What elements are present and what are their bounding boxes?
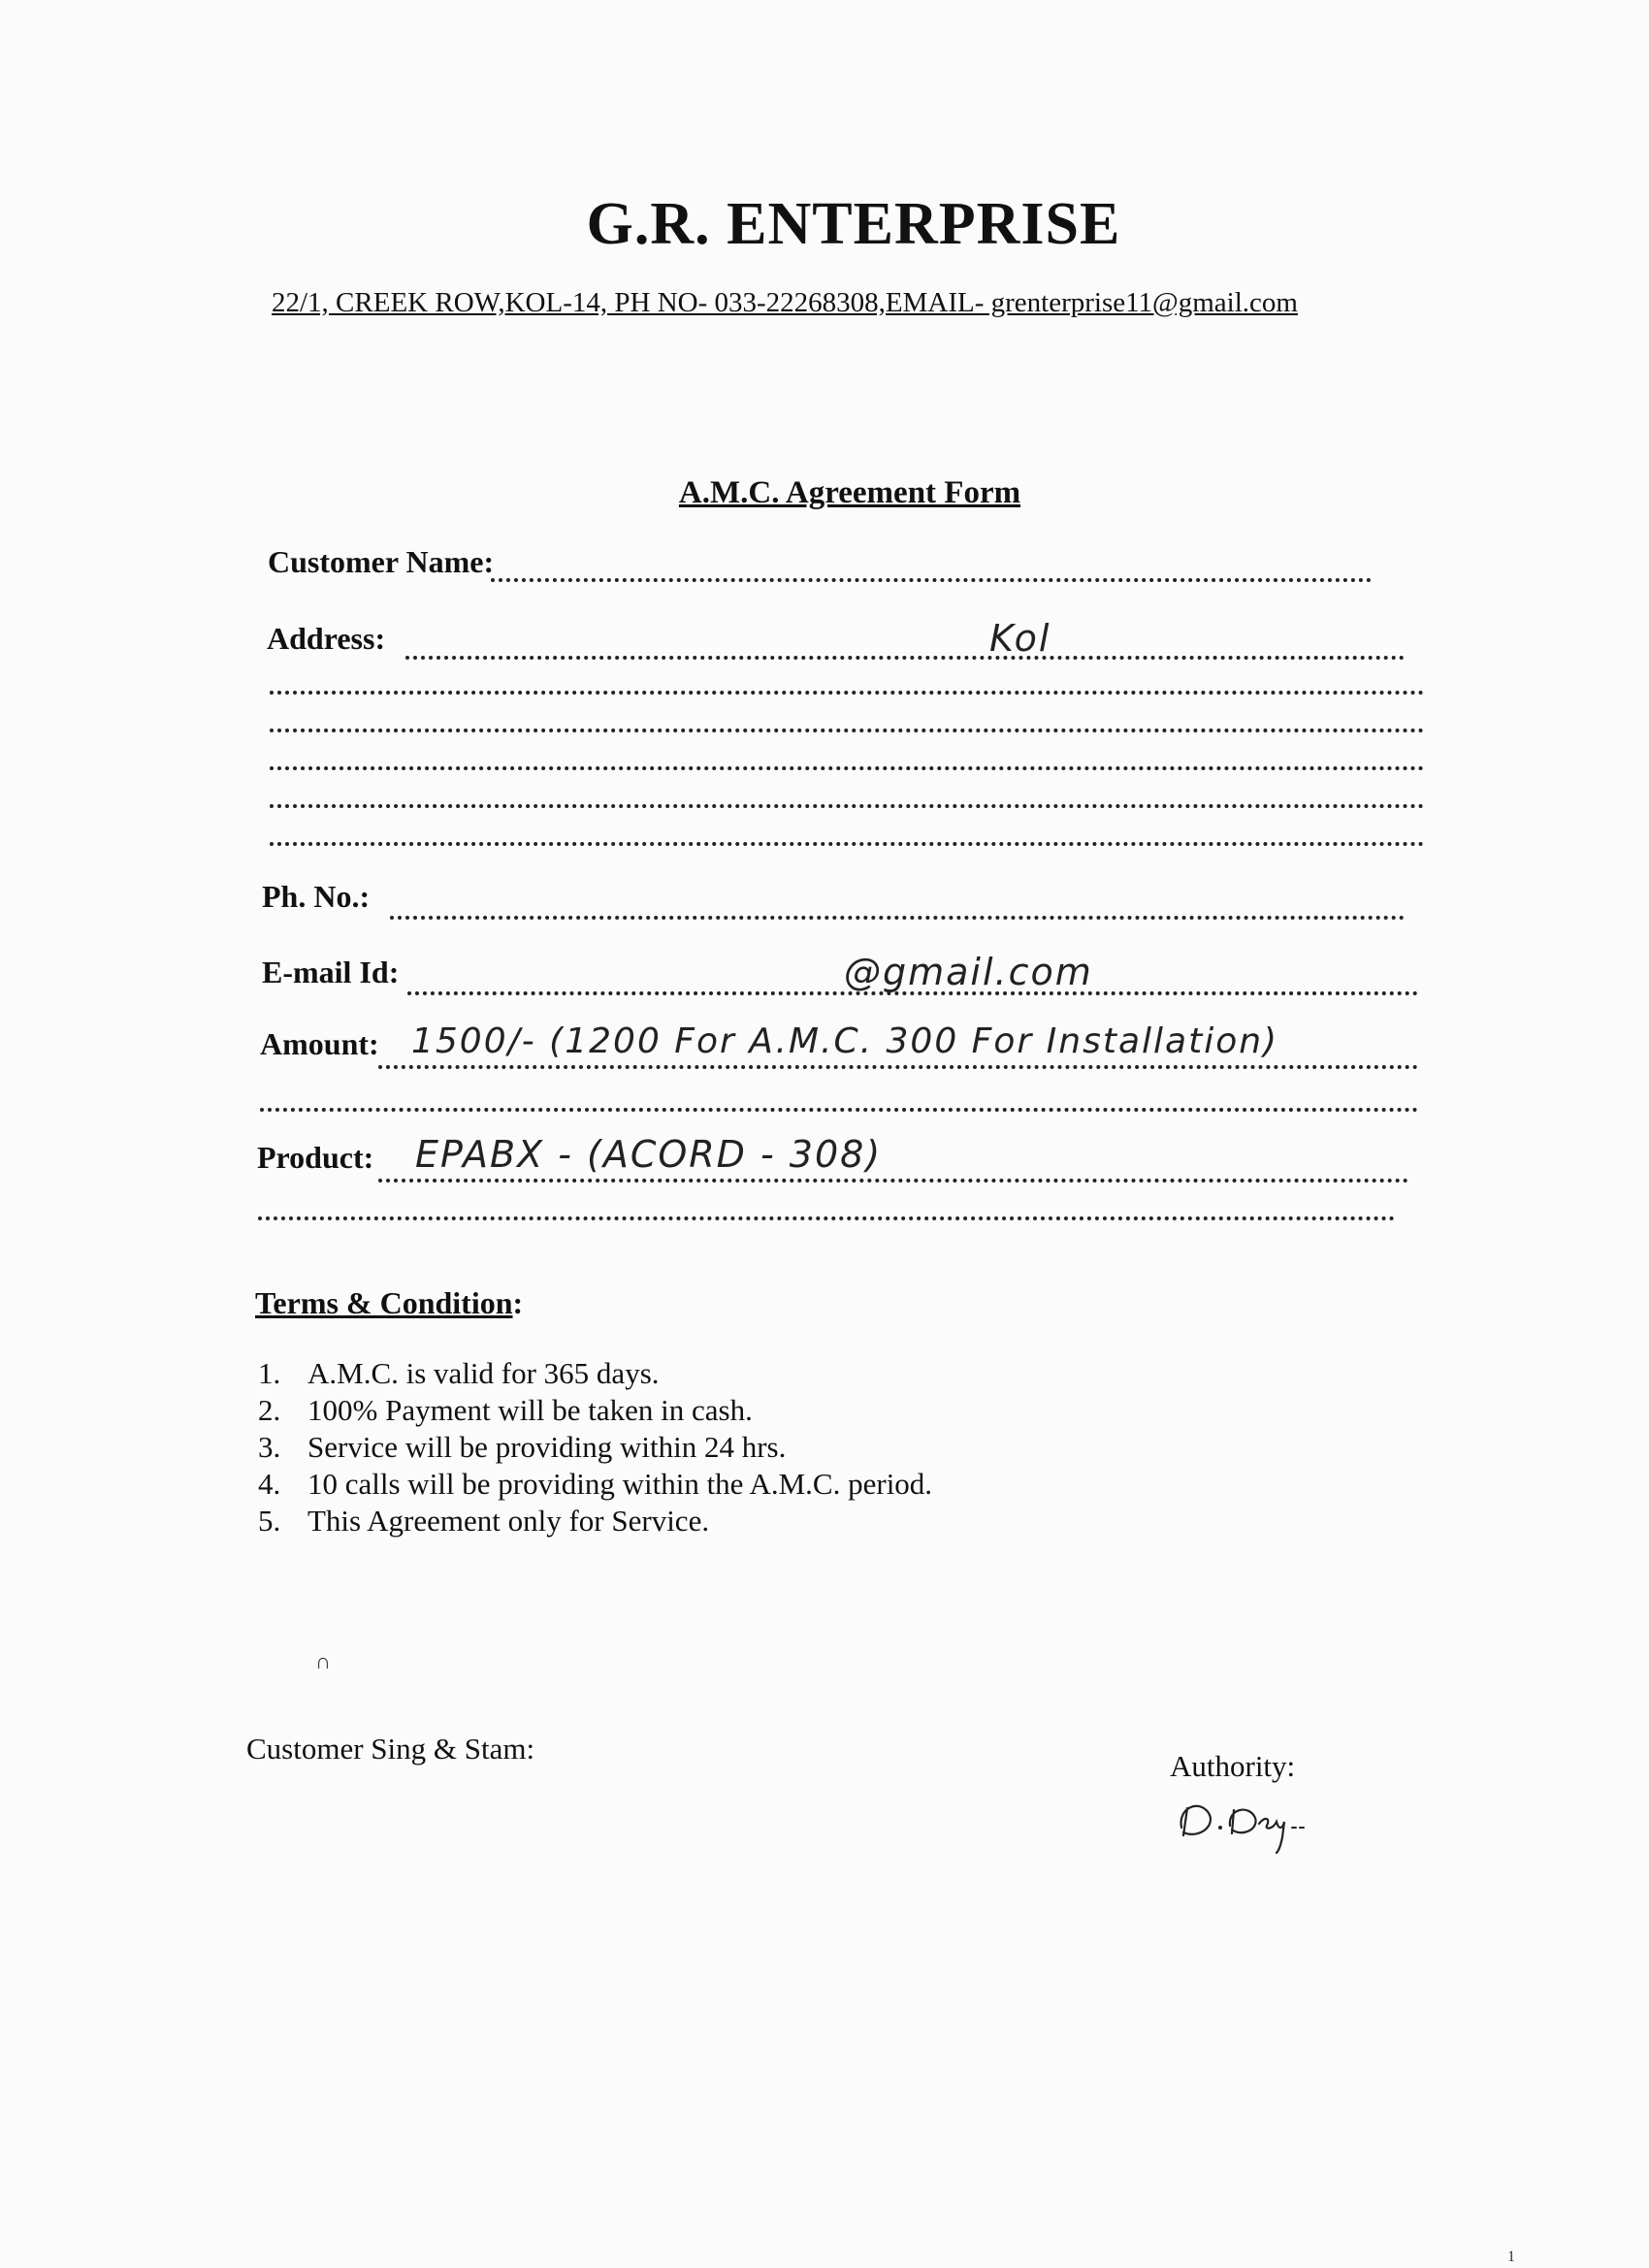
term-number: 1. xyxy=(258,1356,281,1390)
smudge-mark: ∩ xyxy=(315,1649,331,1673)
list-item xyxy=(258,1503,932,1539)
address-line-5[interactable] xyxy=(270,804,1424,808)
product-value: EPABX - (ACORD - 308) xyxy=(415,1133,883,1176)
term-number: 5. xyxy=(258,1504,281,1538)
term-number: 2. xyxy=(258,1393,281,1427)
address-field[interactable] xyxy=(405,656,1405,660)
signature-icon xyxy=(1170,1779,1364,1857)
term-text: 100% Payment will be taken in cash. xyxy=(307,1393,753,1427)
terms-heading-text: Terms & Condition xyxy=(255,1285,513,1320)
term-text: This Agreement only for Service. xyxy=(307,1504,710,1538)
term-text: 10 calls will be providing within the A.M.C. period. xyxy=(307,1467,933,1501)
customer-sign-label: Customer Sing & Stam: xyxy=(246,1732,535,1766)
authority-signature xyxy=(1170,1779,1364,1857)
email-value: @gmail.com xyxy=(844,951,1093,993)
list-item xyxy=(258,1392,932,1429)
terms-heading xyxy=(255,1285,523,1321)
term-number: 4. xyxy=(258,1467,281,1501)
address-line-2[interactable] xyxy=(270,691,1424,695)
form-title: A.M.C. Agreement Form xyxy=(678,475,1021,510)
amount-value: 1500/- (1200 For A.M.C. 300 For Installation) xyxy=(411,1021,1279,1061)
phone-label: Ph. No.: xyxy=(262,879,371,914)
term-text: A.M.C. is valid for 365 days. xyxy=(307,1356,660,1390)
list-item xyxy=(258,1355,932,1392)
amount-line-2[interactable] xyxy=(260,1108,1418,1112)
company-name: G.R. ENTERPRISE xyxy=(586,191,1121,257)
authority-label: Authority: xyxy=(1170,1749,1296,1783)
list-item xyxy=(258,1429,932,1466)
customer-name-label: Customer Name: xyxy=(268,544,495,579)
product-label: Product: xyxy=(257,1140,374,1175)
term-number: 3. xyxy=(258,1430,281,1464)
address-label: Address: xyxy=(267,621,386,656)
terms-heading-colon: : xyxy=(512,1285,524,1320)
list-item xyxy=(258,1466,932,1503)
address-line-6[interactable] xyxy=(270,842,1424,846)
address-line-4[interactable] xyxy=(270,766,1424,770)
amount-label: Amount: xyxy=(260,1026,379,1061)
company-address: 22/1, CREEK ROW,KOL-14, PH NO- 033-22268308,EMAIL- grenterprise11@gmail.com xyxy=(272,287,1298,318)
product-field[interactable] xyxy=(378,1179,1408,1183)
customer-name-field[interactable] xyxy=(491,578,1372,582)
corner-mark: 1 xyxy=(1507,2249,1515,2265)
term-text: Service will be providing within 24 hrs. xyxy=(307,1430,787,1464)
address-value: Kol xyxy=(989,617,1051,660)
terms-list xyxy=(258,1355,932,1539)
amount-field[interactable] xyxy=(378,1065,1418,1069)
product-line-2[interactable] xyxy=(258,1216,1395,1220)
address-line-3[interactable] xyxy=(270,729,1424,732)
phone-field[interactable] xyxy=(390,916,1405,920)
email-label: E-mail Id: xyxy=(262,955,400,989)
